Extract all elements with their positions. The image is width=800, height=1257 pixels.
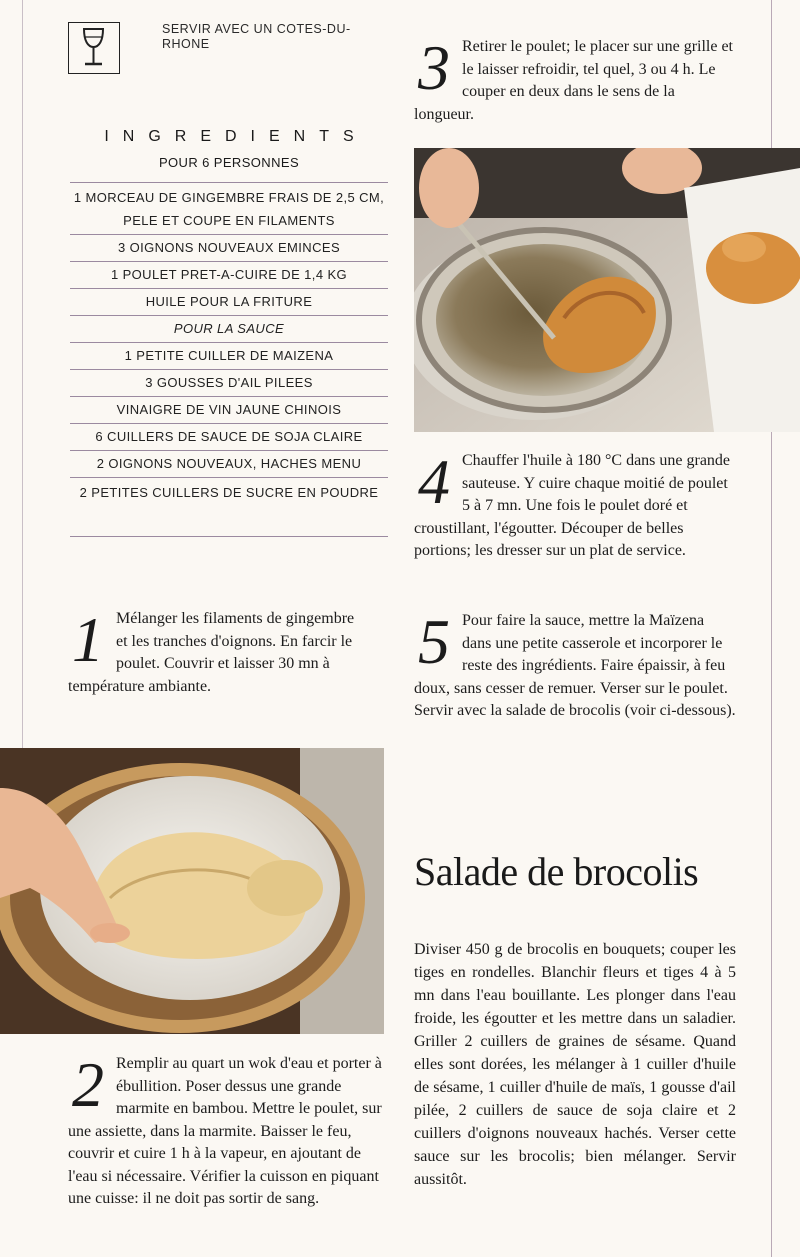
salad-text: Diviser 450 g de brocolis en bouquets; couper les tiges en rondelles. Blanchir fleurs et tiges 4 à 5 mn dans l'eau bouillante. Les plonger dans l'eau froide, les égoutter et les mettre dans un saladier. Griller 2 cuillers de graines de sésame. Quand elles sont dorées, les mélanger à 1 cuiller d'huile de sésame, 1 cuiller d'huile de maïs, 1 gousse d'ail pilée, 2 cuillers de sauce de soja claire et 2 cuillers d'oignons nouveaux hachés. Verser cette sauce sur les brocolis; bien mélanger. Servir aussitôt. [414, 941, 736, 1188]
step-text: Chauffer l'huile à 180 °C dans une grande sauteuse. Y cuire chaque moitié de poulet 5 à 7 mn. Une fois le poulet doré et croustillant, l'égoutter. Découper de belles portions; les dresser sur un plat de service. [414, 452, 731, 559]
ingredient-item: 1 PETITE CUILLER DE MAIZENA [70, 343, 388, 370]
steamed-chicken-photo [0, 748, 384, 1034]
step-text: Remplir au quart un wok d'eau et porter à ébullition. Poser dessus une grande marmite en bambou. Mettre le poulet, sur une assiette, dans la marmite. Baisser le feu, couvrir et cuire 1 h à la vapeur, en ajoutant de l'eau si nécessaire. Vérifier la cuisson en piquant une cuisse: il ne doit pas sortir de sang. [68, 1055, 382, 1207]
step-number: 5 [418, 606, 450, 677]
ingredient-item: 3 GOUSSES D'AIL PILEES [70, 370, 388, 397]
step-number: 2 [72, 1049, 104, 1120]
salad-recipe [414, 938, 736, 1191]
step-2 [68, 1049, 386, 1211]
ingredient-section-heading: POUR LA SAUCE [70, 316, 388, 343]
wine-glass-icon [68, 22, 120, 74]
ingredient-item: HUILE POUR LA FRITURE [70, 289, 388, 316]
step-text: Pour faire la sauce, mettre la Maïzena dans une petite casserole et incorporer le reste des ingrédients. Faire épaissir, à feu doux, sans cesser de remuer. Verser sur le poulet. Servir avec la salade de brocolis (voir ci-dessous). [414, 612, 736, 719]
step-number: 1 [72, 604, 104, 675]
ingredients-subtitle: POUR 6 PERSONNES [158, 155, 300, 170]
step-3 [414, 32, 736, 126]
ingredients-list [70, 182, 388, 537]
frying-chicken-photo [414, 148, 800, 432]
ingredients-title: INGREDIENTS [104, 128, 368, 145]
step-text: Retirer le poulet; le placer sur une grille et le laisser refroidir, tel quel, 3 ou 4 h. Le couper en deux dans le sens de la longueur. [414, 38, 733, 123]
step-number: 4 [418, 446, 450, 517]
step-text: Mélanger les filaments de gingembre et les tranches d'oignons. En farcir le poulet. Couvrir et laisser 30 mn à température ambiante. [68, 610, 355, 695]
page-margin-rule-left [22, 0, 23, 750]
step-5 [414, 606, 736, 723]
step-1 [68, 604, 360, 698]
ingredient-item: 2 PETITES CUILLERS DE SUCRE EN POUDRE [70, 478, 388, 537]
ingredient-item: 1 MORCEAU DE GINGEMBRE FRAIS DE 2,5 CM, PELE ET COUPE EN FILAMENTS [70, 183, 388, 235]
ingredient-item: 1 POULET PRET-A-CUIRE DE 1,4 KG [70, 262, 388, 289]
wine-suggestion: SERVIR AVEC UN COTES-DU-RHONE [162, 22, 351, 51]
ingredient-item: VINAIGRE DE VIN JAUNE CHINOIS [70, 397, 388, 424]
ingredient-item: 2 OIGNONS NOUVEAUX, HACHES MENU [70, 451, 388, 478]
ingredient-item: 6 CUILLERS DE SAUCE DE SOJA CLAIRE [70, 424, 388, 451]
step-4 [414, 446, 736, 563]
salad-title: Salade de brocolis [414, 849, 699, 894]
step-number: 3 [418, 32, 450, 103]
ingredient-item: 3 OIGNONS NOUVEAUX EMINCES [70, 235, 388, 262]
